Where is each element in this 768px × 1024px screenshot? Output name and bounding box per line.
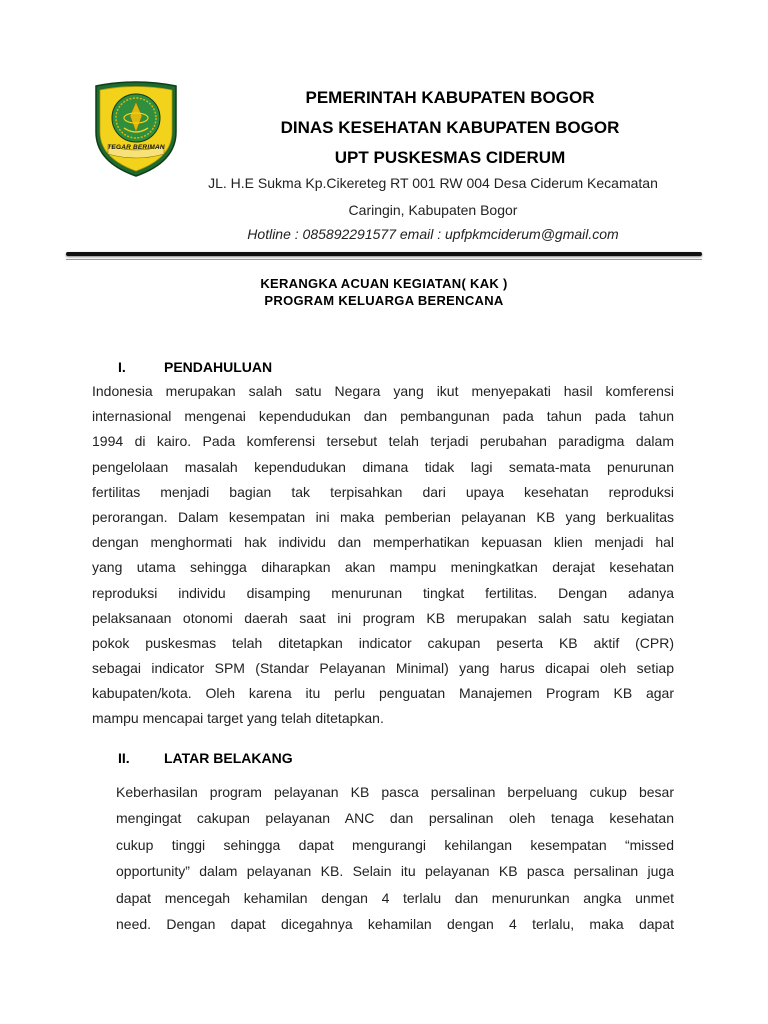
paragraph-line: mengingat cakupan pelayanan ANC dan persalinan oleh tenaga kesehatan <box>116 810 674 827</box>
paragraph-line: need. Dengan dapat dicegahnya kehamilan dengan 4 terlalu, maka dapat <box>116 915 674 932</box>
paragraph-line: fertilitas menjadi bagian tak terpisahkan dari upaya kesehatan reproduksi <box>92 483 674 500</box>
section-number: I. <box>118 359 126 375</box>
section-heading-pendahuluan <box>118 359 272 375</box>
section-number: II. <box>118 750 130 766</box>
department-name: DINAS KESEHATAN KABUPATEN BOGOR <box>280 118 620 137</box>
paragraph-line: pelaksanaan otonomi daerah saat ini program KB merupakan salah satu kegiatan <box>92 609 674 626</box>
section-body-pendahuluan <box>92 379 674 732</box>
letterhead-divider <box>66 252 702 256</box>
section-heading-latar-belakang <box>118 750 293 766</box>
paragraph-line: reproduksi individu disamping menurunan tingkat fertilitas. Dengan adanya <box>92 584 674 601</box>
document-title: KERANGKA ACUAN KEGIATAN( KAK ) <box>260 276 508 291</box>
section-body-latar-belakang <box>116 779 674 937</box>
paragraph-line: yang utama sehingga diharapkan akan mampu meningkatkan derajat kesehatan <box>92 559 674 576</box>
paragraph-line: Keberhasilan program pelayanan KB pasca persalinan berpeluang cukup besar <box>116 784 674 800</box>
puskesmas-name: UPT PUSKESMAS CIDERUM <box>334 148 566 167</box>
paragraph-line: dengan menghormati hak individu dan memperhatikan kepuasan klien menjadi hal <box>92 534 674 551</box>
letterhead-divider-thin <box>66 259 702 260</box>
paragraph-line: mampu mencapai target yang telah ditetapkan. <box>92 710 384 727</box>
government-name: PEMERINTAH KABUPATEN BOGOR <box>305 88 595 107</box>
paragraph-line: internasional mengenai kependudukan dan pembangunan pada tahun pada tahun <box>92 408 674 425</box>
paragraph-line: pokok puskesmas telah ditetapkan indicator cakupan peserta KB aktif (CPR) <box>92 634 674 651</box>
paragraph-line: dapat mencegah kehamilan dengan 4 terlalu dan menurunkan angka unmet <box>116 889 674 906</box>
paragraph-line: cukup tinggi sehingga dapat mengurangi kehilangan kesempatan “missed <box>116 836 674 853</box>
document-subtitle: PROGRAM KELUARGA BERENCANA <box>264 293 504 308</box>
paragraph-line: opportunity” dalam pelayanan KB. Selain itu pelayanan KB pasca persalinan juga <box>116 863 674 880</box>
section-title: LATAR BELAKANG <box>164 750 293 766</box>
logo-motto: TEGAR BERIMAN <box>107 144 165 151</box>
paragraph-line: 1994 di kairo. Pada komferensi tersebut telah terjadi perubahan paradigma dalam <box>92 433 674 450</box>
section-title: PENDAHULUAN <box>164 359 273 375</box>
paragraph-line: sebagai indicator SPM (Standar Pelayanan Minimal) yang harus dicapai oleh setiap <box>92 660 674 677</box>
address-line-1: JL. H.E Sukma Kp.Cikereteg RT 001 RW 004 Desa Ciderum Kecamatan <box>208 175 658 191</box>
paragraph-line: Indonesia merupakan salah satu Negara yang ikut menyepakati hasil komferensi <box>92 383 674 399</box>
contact-info: Hotline : 085892291577 email : upfpkmciderum@gmail.com <box>247 226 619 242</box>
address-line-2: Caringin, Kabupaten Bogor <box>348 202 518 218</box>
paragraph-line: kabupaten/kota. Oleh karena itu perlu penguatan Manajemen Program KB agar <box>92 685 674 702</box>
paragraph-line: perorangan. Dalam kesempatan ini maka pemberian pelayanan KB yang berkualitas <box>92 508 674 525</box>
paragraph-line: pengelolaan masalah kependudukan dimana tidak lagi semata-mata penurunan <box>92 458 674 475</box>
